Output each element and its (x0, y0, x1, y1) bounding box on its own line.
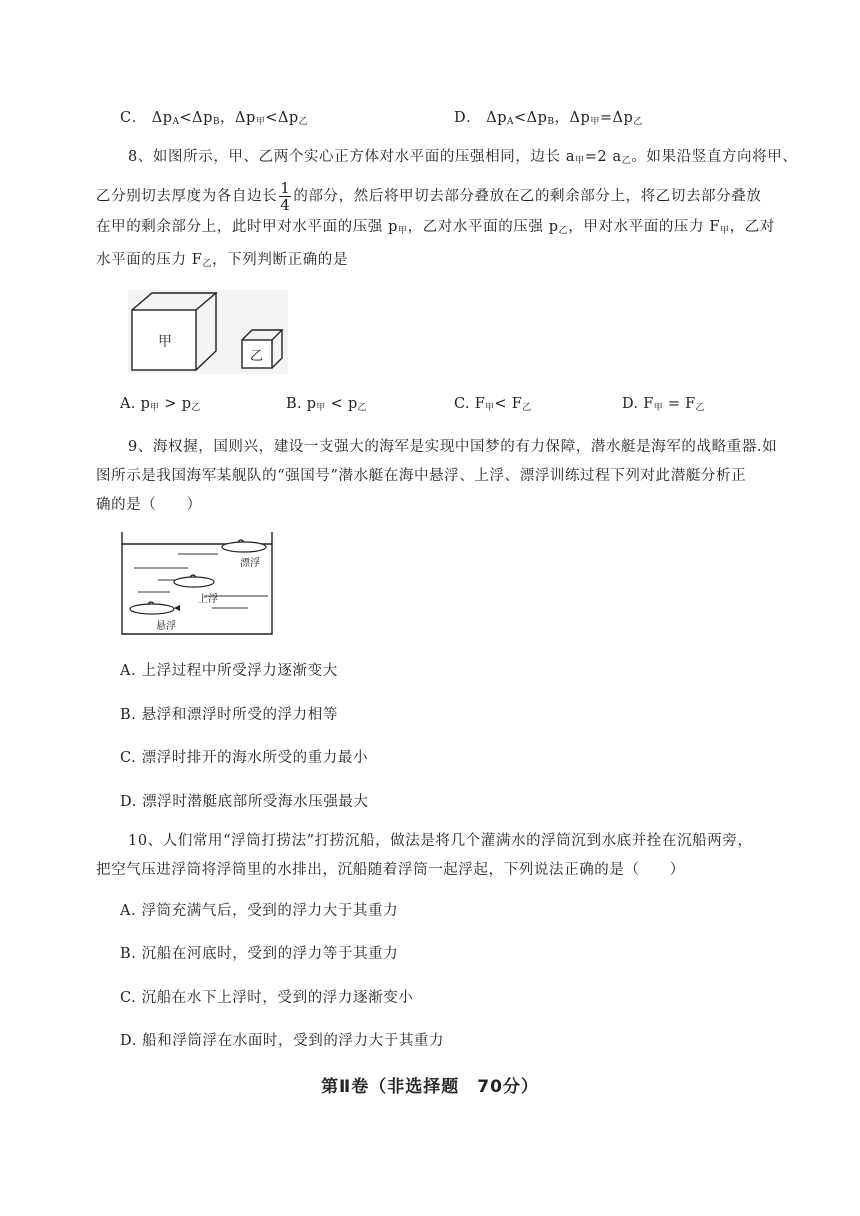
q8-line-3: 在甲的剩余部分上，此时甲对水平面的压强 $p_甲$，乙对水平面的压强 $p_乙$，甲对水平面的压力 $F_甲$，乙对 (96, 219, 775, 236)
label-suspend: 悬浮 (156, 621, 176, 632)
q9-line-3: 确的是（ ） (96, 497, 202, 513)
q9-option-a: A. 上浮过程中所受浮力逐渐变大 (120, 663, 338, 679)
q9-line-1: 9、海权握，国则兴，建设一支强大的海军是实现中国梦的有力保障，潜水艇是海军的战略重器.如 (128, 439, 778, 455)
q10-line-1: 10、人们常用“浮筒打捞法”打捞沉船，做法是将几个灌满水的浮筒沉到水底并拴在沉船两旁， (128, 833, 753, 849)
q7-option-d (454, 106, 643, 127)
section-title: 第Ⅱ卷（非选择题 70分） (321, 1077, 539, 1097)
q9-line-2: 图所示是我国海军某舰队的“强国号”潜水艇在海中悬浮、上浮、漂浮训练过程下列对此潜艇分析正 (96, 468, 747, 484)
q7-option-d-label: D． (454, 110, 482, 126)
q10-option-a: A. 浮筒充满气后，受到的浮力大于其重力 (120, 903, 399, 919)
q10-stem (96, 827, 796, 885)
q8-stem (96, 143, 796, 279)
cube-label-yi: 乙 (250, 349, 264, 364)
q10-option-c: C. 沉船在水下上浮时，受到的浮力逐渐变小 (120, 990, 414, 1006)
q8-line-4: 水平面的压力 $F_乙$，下列判断正确的是 (96, 252, 348, 269)
label-rise: 上浮 (198, 594, 218, 605)
q9-option-c: C. 漂浮时排开的海水所受的重力最小 (120, 750, 369, 766)
q8-line-1: 8、如图所示，甲、乙两个实心正方体对水平面的压强相同，边长 $a_甲=2$ $a_乙$。如果沿竖直方向将甲、 (128, 149, 798, 166)
q8-option-d: D. $F_甲 = F_乙$ (622, 396, 705, 413)
q8-option-b: B. $p_甲 < p_乙$ (286, 396, 367, 413)
q7-option-c-text: $\Delta p_A<\Delta p_B$，$\Delta p_甲<\Delta p_乙$ (151, 110, 309, 127)
submarine-icon-rise (174, 575, 214, 587)
q9-submarine-figure (118, 530, 278, 636)
q9-stem (96, 433, 796, 520)
q7-option-d-text: $\Delta p_A<\Delta p_B$，$\Delta p_甲=\Delta p_乙$ (486, 110, 643, 127)
q7-option-c-label: C． (120, 110, 147, 126)
fraction-one-quarter: $\frac{1}{4}$ (280, 179, 291, 214)
q10-option-b: B. 沉船在河底时，受到的浮力等于其重力 (120, 946, 399, 962)
cube-label-jia: 甲 (158, 334, 172, 350)
q8-option-a: A. $p_甲 > p_乙$ (120, 396, 201, 413)
submarine-icon-suspend (130, 602, 180, 614)
submarine-icon-float (222, 540, 266, 552)
q7-option-c (120, 106, 308, 127)
q10-option-d: D. 船和浮筒浮在水面时，受到的浮力大于其重力 (120, 1033, 445, 1049)
q8-cubes-figure (128, 290, 288, 374)
q9-option-b: B. 悬浮和漂浮时所受的浮力相等 (120, 707, 338, 723)
label-float: 漂浮 (240, 558, 260, 569)
q8-line-2: 乙分别切去厚度为各自边长 $\frac{1}{4}$ 的部分，然后将甲切去部分叠放在乙的剩余部分上，将乙切去部分叠放 (96, 179, 762, 214)
q10-line-2: 把空气压进浮筒将浮筒里的水排出，沉船随着浮筒一起浮起，下列说法正确的是（ ） (96, 862, 685, 878)
q8-option-c: C. $F_甲< F_乙$ (454, 396, 532, 413)
q9-option-d: D. 漂浮时潜艇底部所受海水压强最大 (120, 794, 369, 810)
